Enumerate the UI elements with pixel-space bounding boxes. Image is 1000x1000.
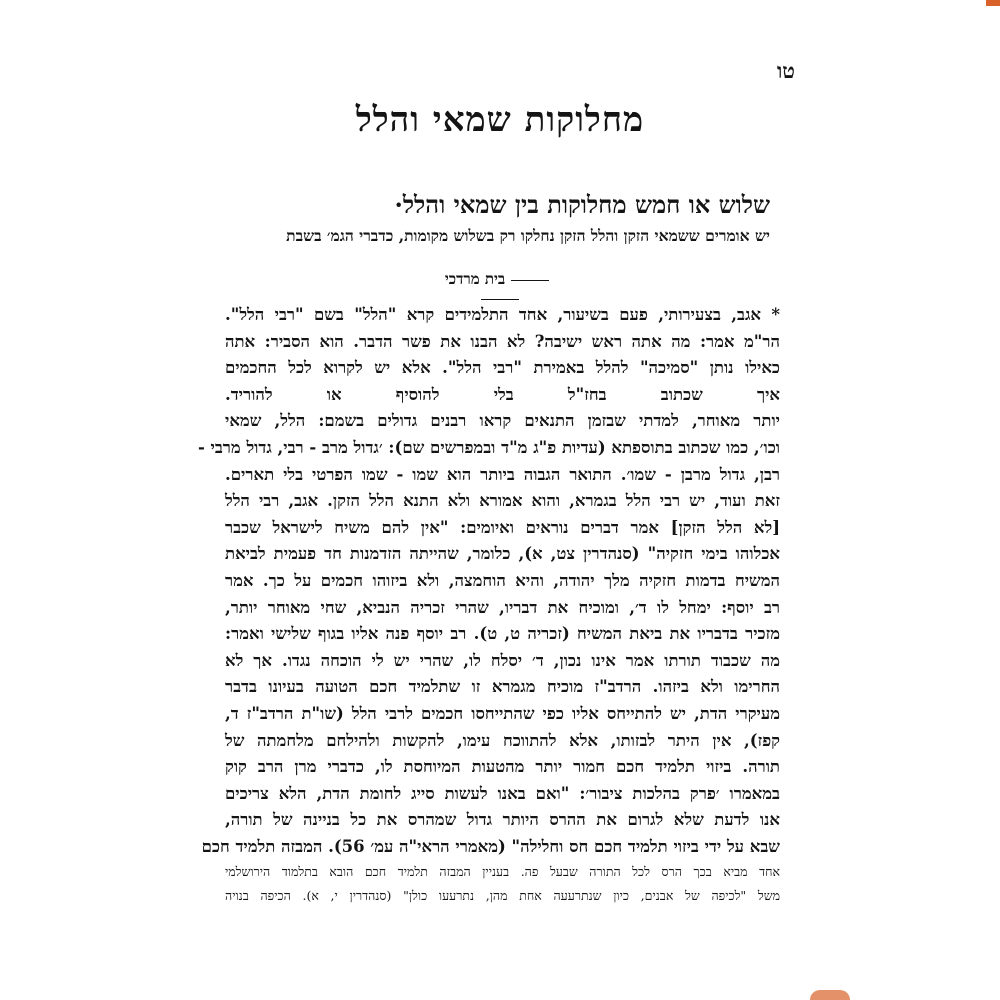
text-line: רב יוסף: ימחל לו ד׳, ומוכיח את דבריו, שהרי זכריה הנביא, שחי מאוחר יותר, — [225, 597, 780, 617]
scan-edge-mark-bottom — [810, 990, 850, 1000]
text-line-small: אחד מביא בכך הרס לכל התורה שבעל פה. בעניין המבזה תלמיד חכם הובא בתלמוד הירושלמי — [225, 864, 780, 880]
text-line: זאת ועוד, יש רבי הלל בגמרא, והוא אמורא ולא התנא הלל הזקן. אגב, רבי הלל — [225, 491, 780, 511]
text-line: קפז), אין היתר לבזותו, אלא להתווכח עימו, להקשות ולהילחם מלחמתה של — [225, 730, 780, 750]
body-text — [197, 302, 780, 908]
text-line: אנו לדעת שלא לגרום את ההרס היותר גדול שמהרס את כל בניינה של תורה, — [225, 810, 780, 830]
header-rule-left — [481, 299, 519, 300]
text-line: יותר מאוחר, למדתי שבזמן התנאים קראו רבנים גדולים בשמם: הלל, שמאי — [225, 411, 780, 431]
text-line: מזכיר בדבריו את ביאת המשיח (זכריה ט, ט). רב יוסף פנה אליו בגוף שלישי ואמר: — [225, 624, 780, 644]
text-line: כאילו נותן "סמיכה" להלל באמירת "רבי הלל". אלא יש לקרוא לכל החכמים — [225, 358, 780, 378]
text-line: וכו׳, כמו שכתוב בתוספתא (עדיות פ"ג מ"ד ובמפרשים שם): ׳גדול מרב - רבי, גדול מרבי - — [197, 437, 780, 457]
text-line-small: משל "לכיפה של אבנים, כיון שנתרעעה אחת מהן, נתרעעו כולן" (סנהדרין י, א). הכיפה בנויה — [225, 888, 780, 904]
page-number: טו — [776, 58, 795, 83]
scan-edge-mark — [986, 0, 1000, 6]
text-line: המשיח בדמות חזקיה מלך יהודה, והיא הוחמצה, ולא ביזוהו חכמים על כך. אמר — [225, 570, 780, 590]
text-line: רבן, גדול מרבן - שמו׳. התואר הגבוה ביותר הוא שמו - שמו הפרטי בלי תארים. — [225, 464, 780, 484]
text-line: מעיקרי הדת, יש להתייחס אליו כפי שהתייחסו חכמים לרבי הלל (שו"ת הרדב"ז ד, — [225, 703, 780, 723]
text-line: * אגב, בצעירותי, פעם בשיעור, אחד התלמידים קרא "הלל" בשם "רבי הלל". — [225, 305, 780, 324]
text-line: מה שכבוד תורתו אמר אינו נכון, ד׳ יסלח לו, שהרי יש לי הוכחה נגדו. אך לא — [225, 650, 780, 670]
commentary-header-label: בית מרדכי — [444, 270, 506, 288]
section-heading: שלוש או חמש מחלוקות בין שמאי והלל· — [394, 190, 770, 219]
text-line: תורה. ביזוי תלמיד חכם חמור יותר מהטעות המיוחסת לו, כדברי מרן הרב קוק — [225, 757, 780, 777]
text-line: אכלוהו בימי חזקיה" (סנהדרין צט, א), כלומר, שהייתה הזדמנות חד פעמית לביאת — [225, 544, 780, 564]
section-intro: יש אומרים ששמאי הזקן והלל הזקן נחלקו רק בשלוש מקומות, כדברי הגמ׳ בשבת — [286, 226, 770, 245]
header-rule-right — [511, 280, 549, 281]
text-line: החרימו ולא ביזהו. הרדב"ז מוכיח מגמרא זו שתלמיד חכם הטועה בעיונו בדבר — [225, 677, 780, 697]
text-line: במאמרו ׳פרק בהלכות ציבור׳: "ואם באנו לעשות סייג לחומת הדת, הלא צריכים — [225, 783, 780, 803]
chapter-title: מחלוקות שמאי והלל — [355, 100, 645, 140]
text-line: איך שכתוב בחז"ל בלי להוסיף או להוריד. — [225, 384, 780, 404]
text-line: שבא על ידי ביזוי תלמיד חכם חס וחלילה" (מאמרי הראי"ה עמ׳ 56). המבזה תלמיד חכם — [201, 836, 780, 856]
text-line: [לא הלל הזקן] אמר דברים נוראים ואיומים: "אין להם משיח לישראל שכבר — [225, 517, 780, 537]
text-line: הר"מ אמר: מה אתה ראש ישיבה? לא הבנו את פשר הדבר. הוא הסביר: אתה — [225, 331, 780, 351]
